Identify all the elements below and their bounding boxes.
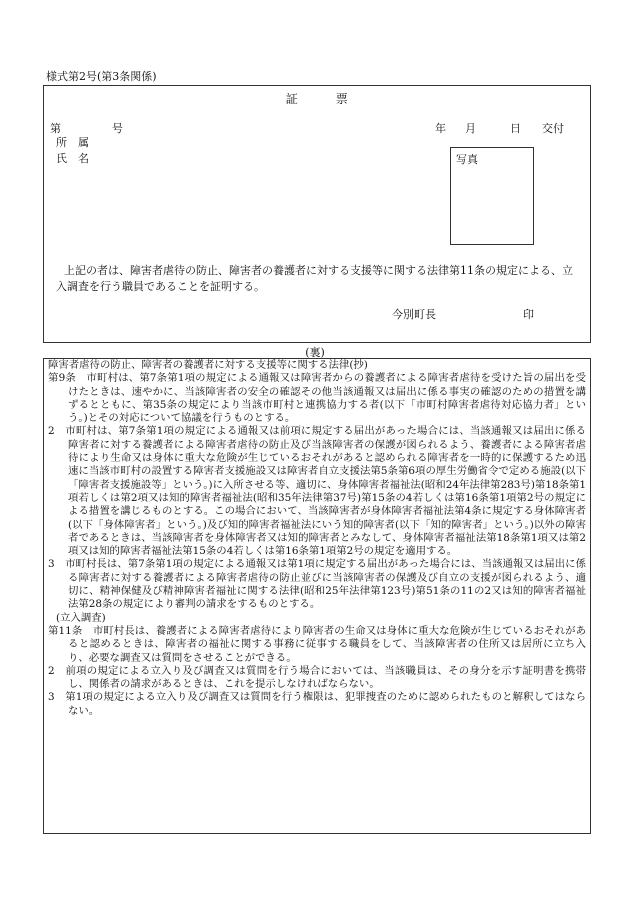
seal-mark: 印 <box>523 308 534 321</box>
certificate-front <box>43 85 591 343</box>
certificate-back <box>43 358 591 834</box>
back-side-label: (裏) <box>305 346 325 359</box>
form-label: 様式第2号(第3条関係) <box>46 70 157 83</box>
article-11-para-2: 2 前項の規定による立入り及び調査又は質問を行う場合においては、当該職員は、その身分を示す証明書を携帯し、関係者の請求があるときは、これを提示しなければならない。 <box>48 664 586 691</box>
law-excerpt <box>48 359 586 718</box>
affiliation-label: 所 属 <box>56 136 89 149</box>
article-11: 第11条 市町村長は、養護者による障害者虐待により障害者の生命又は身体に重大な危険が生じているおそれがあると認めるときは、障害者の福祉に関する事務に従事する職員をして、当該障害者の住所又は居所に立ち入り、必要な調査又は質問をさせることができる。 <box>48 624 586 664</box>
law-title: 障害者虐待の防止、障害者の養護者に対する支援等に関する法律(抄) <box>48 359 368 371</box>
date-year: 年 <box>435 122 446 135</box>
number-suffix: 号 <box>112 122 123 135</box>
article-11-para-3: 3 第1項の規定による立入り及び調査又は質問を行う権限は、犯罪捜査のために認められたものと解釈してはならない。 <box>48 691 586 717</box>
mayor-title: 今別町長 <box>392 308 436 321</box>
photo-box <box>450 147 534 245</box>
certification-text: 上記の者は、障害者虐待の防止、障害者の養護者に対する支援等に関する法律第11条の規定による、立入調査を行う職員であることを証明する。 <box>56 264 573 293</box>
photo-label: 写真 <box>456 153 478 166</box>
section-heading: (立入調査) <box>56 611 106 624</box>
article-9: 第9条 市町村は、第7条第1項の規定による通報又は障害者からの養護者による障害者虐待を受けた旨の届出を受けたときは、速やかに、当該障害者の安全の確認その他当該通報又は届出に係る事実の確認のための措置を講ずるとともに、第35条の規定により当該市町村と連携協力する者(以下「市町村障害者虐待対応協力者」という。)とその対応について協議を行うものとする。 <box>48 372 586 425</box>
certificate-title: 証 票 <box>285 92 349 106</box>
article-9-para-3: 3 市町村長は、第7条第1項の規定による通報又は第1項に規定する届出があった場合には、当該通報又は届出に係る障害者に対する養護者による障害者虐待の防止並びに当該障害者の保護及び自立の支援が図られるよう、適切に、精神保健及び精神障害者福祉に関する法律(昭和25年法律第123号)第51条の11の2又は知的障害者福祉法第28条の規定により審判の請求をするものとする。 <box>48 558 586 611</box>
date-issued-label: 交付 <box>542 122 564 135</box>
date-month: 月 <box>465 122 476 135</box>
date-day: 日 <box>510 122 521 135</box>
number-prefix: 第 <box>50 122 61 135</box>
name-label: 氏 名 <box>56 152 89 165</box>
article-9-para-2: 2 市町村は、第7条第1項の規定による通報又は前項に規定する届出があった場合には、当該通報又は届出に係る障害者に対する養護者による障害者虐待の防止及び当該障害者の保護が図られるよう、養護者による障害者虐待により生命又は身体に重大な危険が生じているおそれがあると認められる障害者を一時的に保護するため迅速に当該市町村の設置する障害者支援施設又は障害者自立支援法第5条第6項の厚生労働省令で定める施設(以下「障害者支援施設等」という。)に入所させる等、適切に、身体障害者福祉法(昭和24年法律第283号)第18条第1項若しくは第2項又は知的障害者福祉法(昭和35年法律第37号)第15条の4若しくは第16条第1項第2号の規定による措置を講じるものとする。この場合において、当該障害者が身体障害者福祉法第4条に規定する身体障害者(以下「身体障害者」という。)及び知的障害者福祉法にいう知的障害者(以下「知的障害者」という。)以外の障害者であるときは、当該障害者を身体障害者又は知的障害者とみなして、身体障害者福祉法第18条第1項又は第2項又は知的障害者福祉法第15条の4若しくは第16条第1項第2号の規定を適用する。 <box>48 425 586 558</box>
